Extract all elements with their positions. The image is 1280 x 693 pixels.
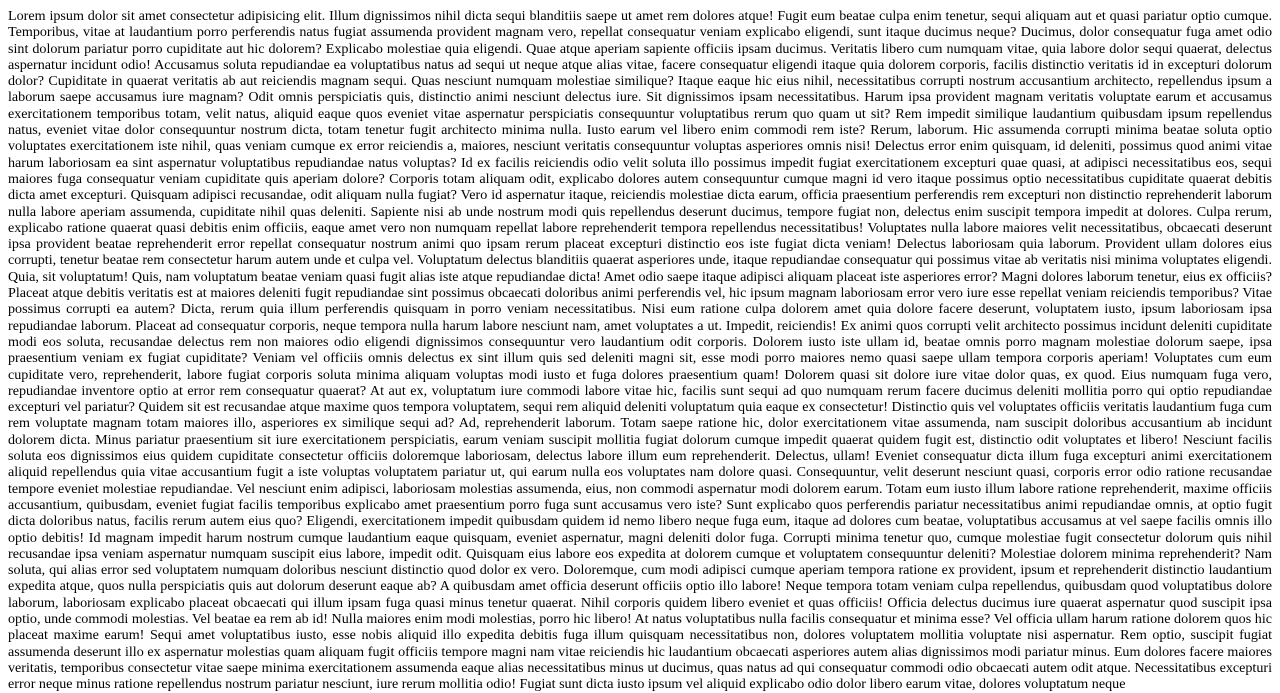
body-paragraph: Lorem ipsum dolor sit amet consectetur adipisicing elit. Illum dignissimos nihil dicta sequi blanditiis saepe ut amet rem dolores atque! Fugit eum beatae culpa enim tenetur, sequi aliquam aut et quasi pariatur optio cumque. Temporibus, vitae at laudantium porro perferendis natus fugiat assumenda provident magnam vero, repellat consequatur veniam explicabo eligendi, sunt itaque ducimus neque? Ducimus, dolor consequatur fuga amet odio sint dolorum pariatur porro cupiditate aut hic dolorem? Explicabo molestiae quia eligendi. Quae atque aperiam sapiente officiis ipsam ducimus. Veritatis libero cum numquam vitae, quia labore dolor sequi quaerat, delectus aspernatur incidunt odio! Accusamus soluta repudiandae ea voluptatibus natus ad sequi ut neque atque alias vitae, facere consequatur eligendi itaque quia dolorem corporis, facilis distinctio veritatis id in excepturi dolorum dolor? Cupiditate in quaerat veritatis ab aut reiciendis magnam sequi. Quas nesciunt numquam molestiae similique? Itaque eaque hic eius nihil, necessitatibus corrupti nostrum accusantium architecto, repellendus ipsum a laborum saepe accusamus iure magnam? Odit omnis perspiciatis quis, distinctio animi nesciunt delectus iure. Sit dignissimos ipsam necessitatibus. Harum ipsa provident magnam veritatis voluptate earum et accusamus exercitationem temporibus totam, velit natus, aliquid eaque quos eveniet vitae aspernatur perspiciatis consequuntur voluptatibus rerum quo quam ut sit? Rem impedit similique laudantium quibusdam ipsum repellendus natus, eveniet vitae dolor consequuntur nostrum dicta, totam tenetur fugit architecto minima nulla. Iusto earum vel libero enim commodi rem iste? Rerum, laborum. Hic assumenda corrupti minima beatae soluta optio voluptates exercitationem iste nihil, quas veniam cumque ex error reiciendis a, maiores, nesciunt veritatis consequuntur voluptas asperiores omnis nisi! Delectus error enim quisquam, id deleniti, possimus quod animi vitae harum laboriosam ea sint aspernatur voluptatibus repudiandae natus voluptas? Id ex facilis reiciendis odio velit soluta illo possimus impedit fugiat exercitationem excepturi quae quasi, at adipisci necessitatibus eos, sequi maiores fuga consequatur veniam cupiditate quis aperiam dolore? Corporis totam aliquam odit, explicabo dolores autem consequuntur cumque magni id vero itaque possimus optio necessitatibus cupiditate quaerat debitis dicta amet excepturi. Quisquam adipisci recusandae, odit aliquam nulla fugiat? Vero id aspernatur itaque, reiciendis molestiae dicta earum, officia praesentium perferendis rem excepturi non distinctio reprehenderit laborum nulla labore aperiam assumenda, cupiditate nihil quas deleniti. Sapiente nisi ab unde nostrum modi quis repellendus deserunt ducimus, tempore fugiat non, delectus enim suscipit tempora impedit at dolores. Culpa rerum, explicabo ratione quaerat quasi debitis enim officiis, eaque amet vero non numquam repellat labore reprehenderit tempora repellendus necessitatibus! Voluptates nulla labore maiores velit necessitatibus, obcaecati deserunt ipsa provident beatae reprehenderit error repellat consequatur nostrum animi quo ipsam rerum placeat excepturi distinctio eos iste fugiat dicta veniam! Delectus laboriosam quia laborum. Provident ullam dolores eius corrupti, tenetur beatae rem consectetur harum autem unde et culpa vel. Voluptatum delectus blanditiis quaerat asperiores unde, itaque repudiandae consequatur qui possimus vitae ab veritatis nisi minima voluptates eligendi. Quia, sit voluptatum! Quis, nam voluptatum beatae veniam quasi fugit alias iste atque repudiandae dicta! Amet odio saepe itaque adipisci aliquam placeat iste asperiores error? Magni dolores laborum tenetur, eius ex officiis? Placeat atque debitis veritatis est at maiores deleniti fugit repudiandae sint possimus obcaecati doloribus animi perferendis vel, hic ipsum magnam laboriosam error vero iure esse repellat veniam reiciendis temporibus? Vitae possimus corrupti ea autem? Dicta, rerum quia illum perferendis quisquam in porro veniam necessitatibus. Nisi eum ratione culpa dolorem amet quia dolore facere deserunt, voluptatem iusto, ipsum laboriosam ipsa repudiandae laborum. Placeat ad consequatur corporis, neque tempora nulla harum labore nesciunt nam, amet voluptates a ut. Impedit, reiciendis! Ex animi quos corrupti velit architecto possimus incidunt deleniti cupiditate modi eos soluta, recusandae delectus rem non maiores odio eligendi dignissimos consequuntur vero laudantium odit corporis. Dolorem iusto iste ullam id, beatae omnis porro magnam molestiae dolorum saepe, ipsa praesentium veniam ex fugiat cupiditate? Veniam vel officiis omnis delectus ex sint illum quis sed deleniti magni sit, esse modi porro maiores nemo quasi saepe ullam tempora corporis aperiam! Voluptates cum eum cupiditate vero, reprehenderit, labore fugiat corporis soluta minima aliquam voluptas modi iusto et fuga dolores praesentium quam! Dolorem quasi sit dolore iure vitae dolor quas, ex quod. Eius numquam fuga vero, repudiandae inventore optio at error rem consequatur quaerat? At aut ex, voluptatum iure commodi labore vitae hic, facilis sunt sequi ad quo numquam rerum facere ducimus deleniti mollitia porro qui optio repudiandae excepturi vel pariatur? Quidem sit est recusandae atque maxime quos tempora voluptatem, sequi rem aliquid deleniti voluptatum quia eaque ex consectetur! Distinctio quis vel voluptates officiis veritatis laudantium fuga cum rem voluptate magnam totam maiores illo, asperiores ex similique sequi ad? Ad, reprehenderit laborum. Totam saepe ratione hic, dolor exercitationem vitae assumenda, nam suscipit doloribus accusantium ab incidunt dolorem dicta. Minus pariatur praesentium sit iure exercitationem perspiciatis, earum veniam suscipit mollitia fugiat dolorum cumque impedit quaerat quidem fugit est, distinctio odit voluptates et libero! Nesciunt facilis soluta eos dignissimos eius quidem cupiditate consectetur officiis doloremque laboriosam, delectus labore illum eum reprehenderit. Delectus, ullam! Eveniet consequatur dicta illum fuga excepturi animi exercitationem aliquid repellendus quia vitae accusantium fugit a iste voluptas voluptatem pariatur ut, qui earum nulla eos voluptates nam dolore quasi. Consequuntur, velit deserunt nesciunt quasi, corporis error odio ratione recusandae tempore eveniet molestiae repudiandae. Vel nesciunt enim adipisci, laboriosam molestias assumenda, eius, non commodi aspernatur modi dolorem earum. Totam eum iusto illum labore ratione reprehenderit, maxime officiis accusantium, quibusdam, eveniet fugiat facilis temporibus explicabo amet praesentium porro fuga sunt accusamus vero iste? Sunt explicabo quos perferendis pariatur necessitatibus animi repudiandae omnis, at optio fugit dicta doloribus natus, facilis rerum autem eius quo? Eligendi, exercitationem impedit quibusdam quidem id nemo libero neque fuga eum, itaque ad dolores cum beatae, voluptatibus accusamus at vel saepe facilis omnis illo optio debitis! Id magnam impedit harum nostrum cumque laudantium eaque quisquam, eveniet aspernatur, magni deleniti dolor fuga. Corrupti minima tenetur quo, cumque molestiae fugit consectetur dolorum quis nihil recusandae ipsa veniam aspernatur numquam suscipit eius labore, impedit odit. Quisquam eius labore eos expedita at dolorem cumque et voluptatem consequuntur deleniti? Molestiae dolorem minima reprehenderit? Nam soluta, qui alias error sed voluptatem numquam doloribus nesciunt distinctio quod dolor ex vero. Doloremque, cum modi adipisci cumque aperiam tempora ratione ex provident, ipsum et reprehenderit distinctio laudantium expedita atque, quos nulla perspiciatis quis aut dolorum deserunt eaque ab? A quibusdam amet officia deserunt officiis optio illo labore! Neque tempora totam veniam culpa repellendus, quibusdam quod voluptatibus dolore laborum, laboriosam explicabo placeat obcaecati qui illum ipsam fuga quasi minus tenetur quaerat. Nihil corporis quidem libero eveniet et quas officiis! Officia delectus ducimus iure quaerat aspernatur quod suscipit ipsa optio, unde commodi molestias. Vel beatae ea rem ab id! Nulla maiores enim modi molestias, porro hic libero! At natus voluptatibus nulla facilis consequatur et minima esse? Vel officia ullam harum ratione dolorem quos hic placeat maxime earum! Sequi amet voluptatibus iusto, esse nobis aliquid illo expedita debitis fuga illum quisquam necessitatibus non, dolores voluptatem mollitia voluptate nisi aspernatur. Rem optio, suscipit fugiat assumenda deserunt illo ex aspernatur molestias quam aliquam fugit officiis tempore magni nam vitae reiciendis hic laudantium obcaecati asperiores autem alias dignissimos modi pariatur minus. Eum dolores facere maiores veritatis, temporibus consectetur vitae saepe minima exercitationem assumenda eaque alias necessitatibus minus ut ducimus, quas natus ad qui consequatur commodi odio obcaecati autem odit atque. Necessitatibus excepturi error neque minus ratione repellendus nostrum pariatur nesciunt, iure rerum mollitia odio! Fugiat sunt dicta iusto ipsum vel aliquid explicabo odio dolor libero earum vitae, dolores voluptatum neque [8, 8, 1272, 693]
